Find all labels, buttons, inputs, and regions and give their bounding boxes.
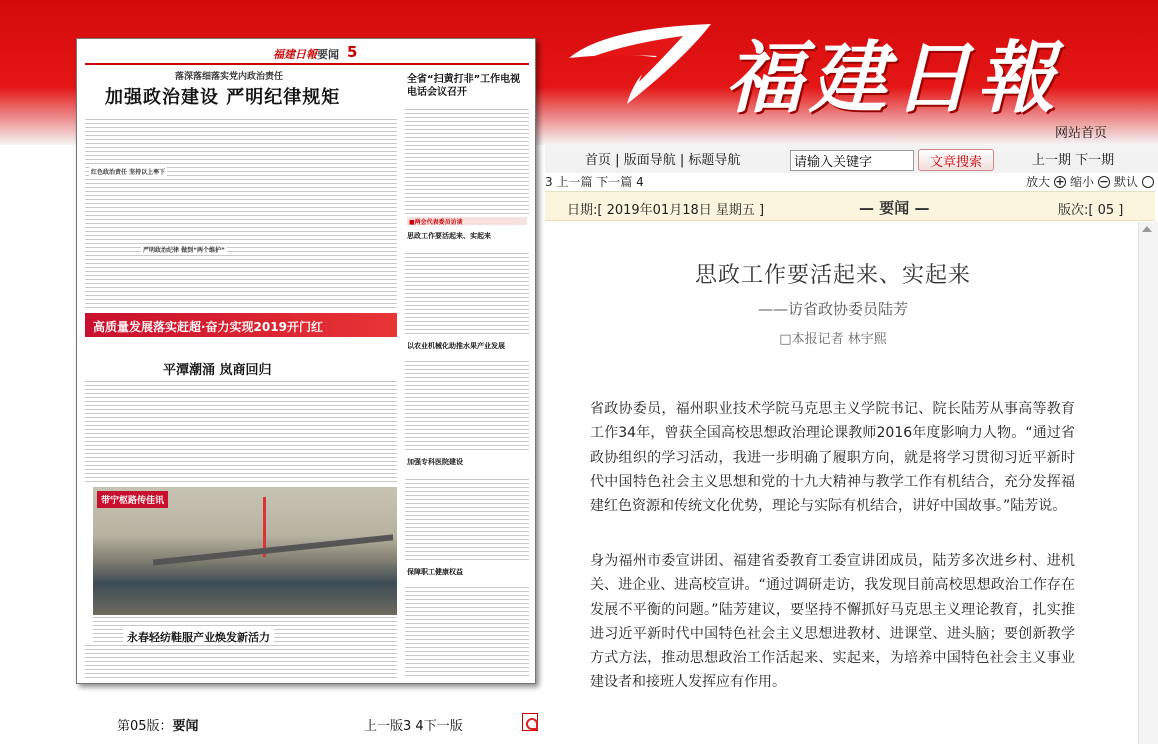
- next-article-link[interactable]: 下一篇 4: [596, 175, 644, 189]
- zoom-out-icon[interactable]: −: [1099, 174, 1109, 188]
- paper-subhead: 红色政治责任 坚持以上率下: [91, 169, 166, 176]
- prev-page-link[interactable]: 上一版3: [364, 719, 412, 734]
- search-button[interactable]: 文章搜索: [918, 149, 994, 171]
- page-nav: [364, 715, 463, 734]
- paper-side-text: [405, 253, 529, 335]
- nav-layout[interactable]: 版面导航: [623, 153, 676, 168]
- paper-side-text: [405, 361, 529, 453]
- next-issue-link[interactable]: 下一期: [1075, 153, 1115, 168]
- paper-page-number: 5: [347, 43, 358, 61]
- home-link[interactable]: 网站首页: [1055, 126, 1108, 141]
- paper-headline[interactable]: 加强政治建设 严明纪律规矩: [105, 87, 341, 108]
- paper-headline-2[interactable]: 平潭潮涌 岚商回归: [163, 363, 272, 378]
- bridge-shape: [153, 534, 393, 565]
- paper-article-link[interactable]: 思政工作要活起来、实起来: [407, 232, 491, 240]
- paper-side-text: [405, 479, 529, 561]
- pdf-icon[interactable]: [522, 713, 538, 731]
- article-subtitle: ——访省政协委员陆芳: [757, 300, 908, 318]
- paper-text-columns: [85, 119, 397, 309]
- paper-headline-3[interactable]: 永春轻纺鞋服产业焕发新活力: [123, 629, 274, 645]
- article-bar: [545, 173, 1158, 191]
- article-author: □本报记者 林宇熙: [779, 332, 887, 347]
- zoom-default-label[interactable]: 默认: [1113, 175, 1138, 189]
- scroll-up-icon[interactable]: [1142, 226, 1152, 232]
- paper-article-link[interactable]: 加强专科医院建设: [407, 458, 463, 466]
- paper-text-columns: [85, 381, 397, 483]
- nav-home[interactable]: 首页: [585, 153, 612, 168]
- paper-side-text: [405, 587, 529, 679]
- zoom-out-label[interactable]: 缩小: [1069, 175, 1094, 189]
- paper-article-link[interactable]: 以农业机械化助推水果产业发展: [407, 342, 505, 350]
- zoom-controls: [1026, 173, 1154, 190]
- paper-photo: [93, 487, 397, 615]
- zoom-default-icon[interactable]: [1142, 176, 1154, 188]
- paper-banner: 高质量发展落实赶超·奋力实现2019开门红: [85, 313, 397, 337]
- issue-date: 日期:[ 2019年01月18日 星期五 ]: [567, 203, 765, 218]
- paper-column-label: ■两会代表委员访谈: [407, 217, 527, 225]
- logo-swoosh-icon: [565, 18, 715, 108]
- article-title: 思政工作要活起来、实起来: [694, 263, 971, 288]
- section-name: — 要闻 —: [859, 199, 930, 217]
- paper-article-link[interactable]: 保障职工健康权益: [407, 568, 463, 576]
- paper-text-columns: [85, 645, 397, 681]
- paper-logo: 福建日報: [273, 48, 317, 61]
- search-input[interactable]: [790, 150, 914, 171]
- nav-titles[interactable]: 标题导航: [688, 153, 741, 168]
- paper-section: 要闻: [317, 48, 339, 61]
- nav-separator: |: [679, 153, 685, 168]
- issue-nav: [1032, 149, 1114, 168]
- nav-separator: |: [615, 153, 620, 168]
- logo-text: 福建日報: [725, 33, 1062, 124]
- zoom-in-label[interactable]: 放大: [1025, 175, 1050, 189]
- zoom-in-icon[interactable]: +: [1055, 174, 1065, 188]
- page-label: [117, 715, 199, 734]
- paper-side-headline[interactable]: 全省“扫黄打非”工作电视电话会议召开: [407, 74, 521, 98]
- article-links: [545, 173, 644, 190]
- paper-header: [85, 45, 529, 65]
- page-label-name: 要闻: [172, 719, 199, 734]
- prev-article-link[interactable]: 3 上一篇: [545, 175, 593, 189]
- article-scrollbar[interactable]: [1138, 222, 1158, 744]
- photo-tag: 带宁枢路传佳讯: [97, 491, 168, 508]
- nav-links: [585, 149, 740, 168]
- next-page-link[interactable]: 4下一版: [415, 719, 463, 734]
- page-version: 版次:[ 05 ]: [1058, 203, 1124, 218]
- prev-issue-link[interactable]: 上一期: [1032, 153, 1072, 168]
- newspaper-page-image[interactable]: [76, 38, 536, 684]
- page-label-prefix: 第05版：: [117, 719, 173, 734]
- date-bar: [545, 191, 1155, 221]
- paper-side-text: [405, 109, 529, 214]
- article-paragraph: 省政协委员，福州职业技术学院马克思主义学院书记、院长陆芳从事高等教育工作34年，曾获全国高校思想政治理论课教师2016年度影响力人物。“通过省政协组织的学习活动，我进一步明确了履职方向，就是将学习贯彻习近平新时代中国特色社会主义思想和党的十九大精神与教学工作有机结合，充分发挥福建红色资源和传统文化优势，理论与实际有机结合，讲好中国故事。”陆芳说。: [590, 401, 1075, 515]
- article-paragraph: 身为福州市委宣讲团、福建省委教育工委宣讲团成员，陆芳多次进乡村、进机关、进企业、进高校宣讲。“通过调研走访，我发现目前高校思想政治工作存在发展不平衡的问题。”陆芳建议，要坚持不懈抓好马克思主义理论教育，扎实推进习近平新时代中国特色社会主义思想进教材、进课堂、进头脑；要创新教学方式方法，推动思想政治工作活起来、实起来，为培养中国特色社会主义事业建设者和接班人发挥应有作用。: [590, 553, 1075, 691]
- paper-subhead: 严明政治纪律 做到“两个维护”: [143, 247, 225, 254]
- paper-kicker: 落深落细落实党内政治责任: [175, 72, 284, 82]
